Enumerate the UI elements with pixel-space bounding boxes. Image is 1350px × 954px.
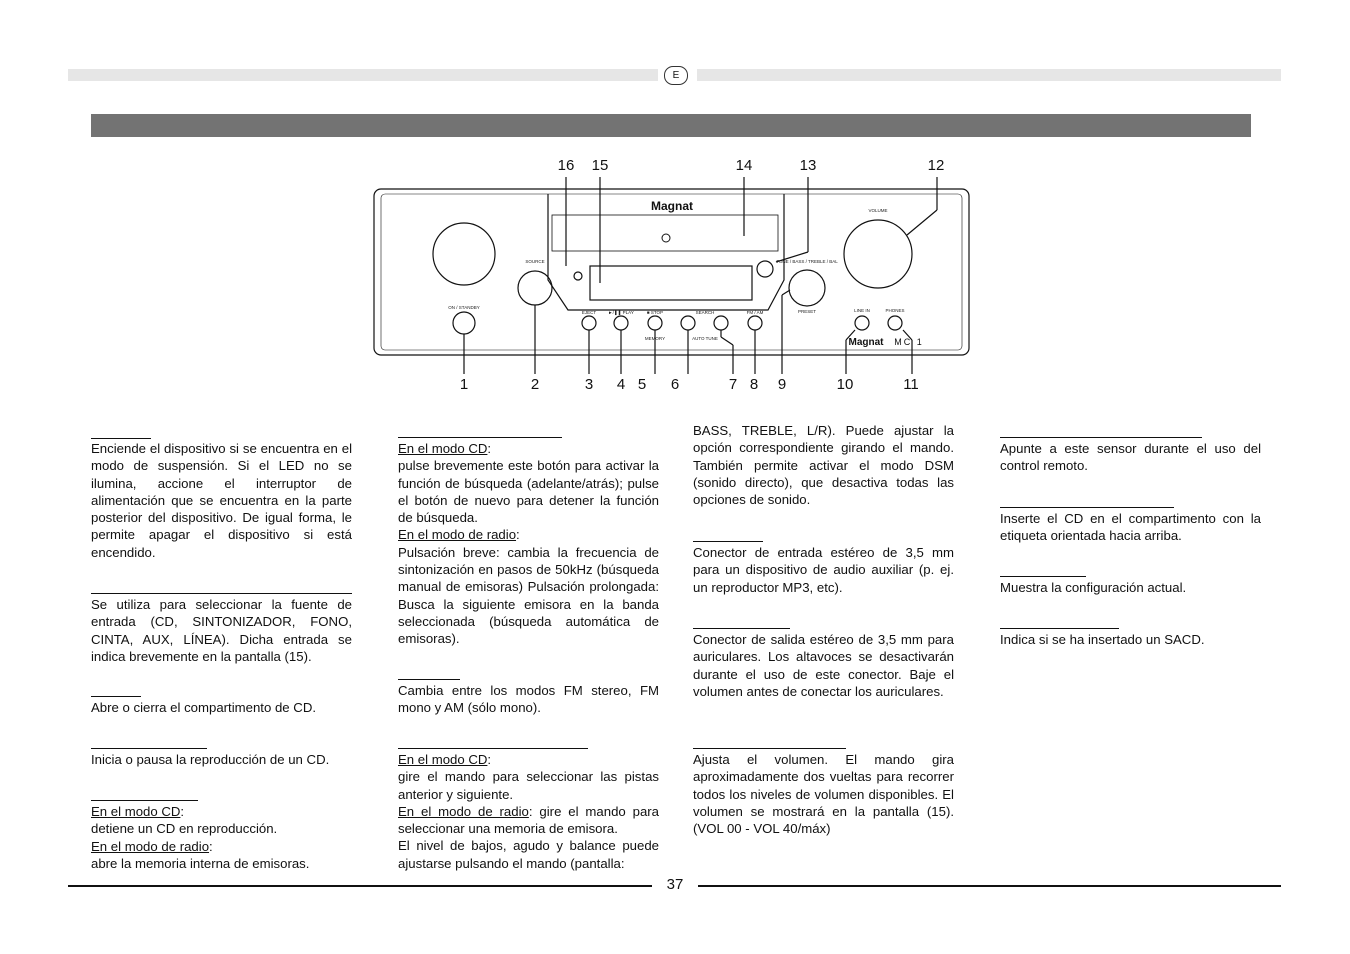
heading-rule: [91, 800, 198, 801]
heading-rule: [91, 438, 151, 439]
col2-section2: [398, 682, 659, 717]
callout-9: 9: [777, 376, 787, 393]
source-label: SOURCE: [525, 259, 545, 264]
preset-label: PRESET: [797, 309, 817, 314]
front-panel-diagram: [0, 0, 1350, 420]
model-logo: MC 1: [894, 337, 924, 347]
heading-rule: [91, 593, 352, 594]
callout-6: 6: [670, 376, 680, 393]
heading-rule: [1000, 628, 1119, 629]
callout-14: 14: [735, 157, 753, 174]
tone-label: TONE / BASS / TREBLE / BAL: [776, 259, 838, 264]
search-forward-button: [714, 316, 728, 330]
col2-section1: En el modo CD: pulse brevemente este botón para activar la función de búsqueda (adelante/atrás); pulse el botón de nuevo para detener la función de búsqueda. En el modo de radio: Pulsación breve: cambia la frecuencia de sintonización en pasos de 50kHz (búsqueda manual de emisoras) Pulsación prolongada: Busca la siguiente emisora en la banda seleccionada (búsqueda automática de emisoras).: [398, 441, 659, 647]
sacd-description: Indica si se ha insertado un SACD.: [1000, 632, 1205, 647]
source-knob: [518, 271, 552, 305]
col4-section4: [1000, 631, 1261, 648]
col2-section3: En el modo CD: gire el mando para seleccionar las pistas anterior y siguiente. En el modo de radio: gire el mando para seleccionar una memoria de emisora. El nivel de bajos, agudo y balance puede ajustarse pulsando el mando (pantalla:: [398, 752, 660, 871]
heading-rule: [398, 679, 460, 680]
tone-knob: [789, 270, 825, 306]
volume-description: Ajusta el volumen. El mando gira aproximadamente dos vueltas para recorrer todos los niveles de volumen disponibles. El volumen se mostrará en la pantalla (15). (VOL 00 - VOL 40/máx): [693, 752, 954, 837]
mode-cd-label: En el modo CD: [91, 804, 181, 819]
search-cd-description: pulse brevemente este botón para activar la función de búsqueda (adelante/atrás); pulse el botón de nuevo para detener la función de búsqueda.: [398, 458, 659, 526]
mode-cd-label: En el modo CD: [398, 441, 488, 456]
line-in-label: LINE IN: [854, 308, 870, 313]
col1-section3: [91, 699, 352, 716]
search-radio-description: Pulsación breve: cambia la frecuencia de sintonización en pasos de 50kHz (búsqueda manual de emisoras) Pulsación prolongada: Busca la siguiente emisora en la banda seleccionada (búsqueda automática de emisoras).: [398, 544, 659, 647]
callout-2: 2: [530, 376, 540, 393]
stop-cd-description: detiene un CD en reproducción.: [91, 821, 278, 837]
play-label: ►/❚❚ PLAY: [608, 310, 634, 315]
heading-rule: [693, 748, 846, 749]
col1-section1: [91, 440, 352, 561]
col1-section5: En el modo CD: detiene un CD en reproducción. En el modo de radio: abre la memoria interna de emisoras.: [91, 803, 352, 872]
col3-section2: [693, 631, 954, 700]
eject-label: EJECT: [581, 310, 597, 315]
auto-tune-label: AUTO TUNE: [692, 336, 718, 341]
heading-rule: [1000, 437, 1202, 438]
source-description: Se utiliza para seleccionar la fuente de entrada (CD, SINTONIZADOR, FONO, CINTA, AUX, LÍNEA). Dicha entrada se indica brevemente en la pantalla (15).: [91, 597, 352, 664]
heading-rule: [398, 437, 562, 438]
heading-rule: [1000, 507, 1174, 508]
on-standby-button: [453, 312, 475, 334]
stop-button: [648, 316, 662, 330]
heading-rule: [693, 541, 763, 542]
play-description: Inicia o pausa la reproducción de un CD.: [91, 752, 330, 767]
on-standby-description: Enciende el dispositivo si se encuentra en el modo de suspensión. Si el LED no se ilumina, accione el interruptor de alimentación que se encuentra en la parte posterior del dispositivo. De igual forma, le permite apagar el dispositivo si está encendido.: [91, 441, 352, 560]
fm-am-label: FM / AM: [746, 310, 764, 315]
play-pause-button: [614, 316, 628, 330]
callout-4: 4: [616, 376, 626, 393]
tuning-cd-description: gire el mando para seleccionar las pistas anterior y siguiente.: [398, 769, 659, 802]
device-inner-frame: [381, 194, 962, 350]
mode-cd-label: En el modo CD: [398, 752, 488, 767]
device-body: [374, 189, 969, 355]
volume-label: VOLUME: [868, 208, 888, 213]
ir-sensor-description: Apunte a este sensor durante el uso del control remoto.: [1000, 441, 1261, 474]
heading-rule: [1000, 576, 1086, 577]
brand-logo-bottom: Magnat: [848, 337, 884, 348]
fm-am-description: Cambia entre los modos FM stereo, FM mono y AM (sólo mono).: [398, 683, 659, 716]
col4-section3: [1000, 579, 1261, 596]
col3-section0: [693, 422, 954, 508]
eject-button: [582, 316, 596, 330]
stop-label: ■ STOP: [646, 310, 664, 315]
sacd-logo-icon: [662, 234, 670, 242]
callout-12: 12: [927, 157, 945, 174]
fm-am-button: [748, 316, 762, 330]
mode-radio-label: En el modo de radio: [398, 803, 529, 819]
callout-10: 10: [836, 376, 854, 393]
left-decorative-knob: [433, 223, 495, 285]
eject-description: Abre o cierra el compartimento de CD.: [91, 700, 317, 715]
heading-rule: [91, 696, 141, 697]
page-number: 37: [666, 876, 684, 893]
cd-tray-description: Inserte el CD en el compartimento con la etiqueta orientada hacia arriba.: [1000, 511, 1261, 544]
heading-rule: [693, 628, 790, 629]
search-back-button: [681, 316, 695, 330]
tuning-radio-description: : gire el mando para seleccionar una memoria de emisora.: [398, 803, 660, 837]
callout-15: 15: [591, 157, 609, 174]
display-description: Muestra la configuración actual.: [1000, 580, 1187, 595]
col3-section3: [693, 751, 954, 837]
callout-3: 3: [584, 376, 594, 393]
callout-16: 16: [557, 157, 575, 174]
col1-section2: [91, 596, 352, 665]
callout-1: 1: [459, 376, 469, 393]
heading-rule: [398, 748, 588, 749]
callout-5: 5: [637, 376, 647, 393]
col4-section1: [1000, 440, 1261, 475]
language-badge: E: [664, 66, 688, 85]
search-label: SEARCH: [695, 310, 715, 315]
callout-11: 11: [903, 376, 919, 393]
tone-description-continued: BASS, TREBLE, L/R). Puede ajustar la opción correspondiente girando el mando. También permite activar el modo DSM (sonido directo), que desactiva todas las opciones de sonido.: [693, 423, 954, 508]
col3-section1: [693, 544, 954, 596]
callout-13: 13: [799, 157, 817, 174]
phones-description: Conector de salida estéreo de 3,5 mm para auriculares. Los altavoces se desactivarán durante el uso de este conector. Baje el volumen antes de conectar los auriculares.: [693, 632, 954, 699]
phones-jack: [888, 316, 902, 330]
footer-rule-right: [698, 885, 1281, 887]
col1-section4: [91, 751, 352, 768]
line-in-jack: [855, 316, 869, 330]
tone-description: El nivel de bajos, agudo y balance puede ajustarse pulsando el mando (pantalla:: [398, 838, 659, 871]
col4-section2: [1000, 510, 1261, 545]
callout-8: 8: [749, 376, 759, 393]
heading-rule: [91, 748, 207, 749]
display-window: [590, 266, 752, 300]
mode-radio-label: En el modo de radio: [91, 838, 210, 854]
phones-label: PHONES: [885, 308, 905, 313]
mode-radio-label: En el modo de radio: [398, 527, 517, 543]
callout-7: 7: [728, 376, 738, 393]
ir-sensor-led: [574, 272, 582, 280]
memory-label: MEMORY: [644, 336, 666, 341]
brand-logo-top: Magnat: [651, 199, 693, 213]
footer-rule-left: [68, 885, 652, 887]
volume-knob: [844, 220, 912, 288]
stop-radio-description: abre la memoria interna de emisoras.: [91, 855, 310, 871]
line-in-description: Conector de entrada estéreo de 3,5 mm para un dispositivo de audio auxiliar (p. ej. un reproductor MP3, etc).: [693, 545, 954, 595]
sacd-indicator: [757, 261, 773, 277]
on-standby-label: ON / STANDBY: [448, 305, 480, 310]
